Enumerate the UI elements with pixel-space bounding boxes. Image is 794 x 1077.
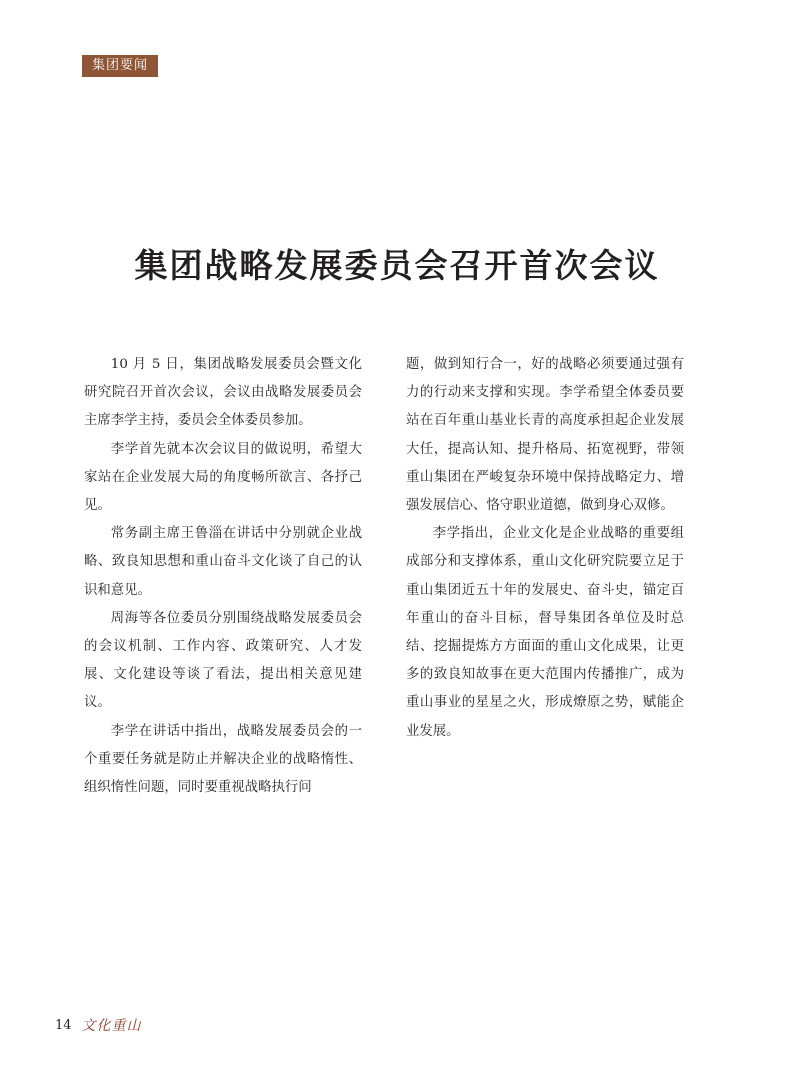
article-title: 集团战略发展委员会召开首次会议: [134, 246, 660, 285]
publication-logo: 文化重山: [81, 1018, 142, 1034]
paragraph: 李学在讲话中指出，战略发展委员会的一个重要任务就是防止并解决企业的战略惰性、组织惰性问题，同时要重视战略执行问: [84, 723, 362, 796]
paragraph: 周海等各位委员分别围绕战略发展委员会的会议机制、工作内容、政策研究、人才发展、文化建设等谈了看法，提出相关意见建议。: [84, 610, 362, 711]
paragraph: 10 月 5 日，集团战略发展委员会暨文化研究院召开首次会议，会议由战略发展委员会主席李学主持，委员会全体委员参加。: [84, 357, 362, 429]
paragraph: 李学指出，企业文化是企业战略的重要组成部分和支撑体系，重山文化研究院要立足于重山集团近五十年的发展史、奋斗史，锚定百年重山的奋斗目标，督导集团各单位及时总结、挖掘提炼方方面面的重山文化成果，让更多的致良知故事在更大范围内传播推广，成为重山事业的星星之火，形成燎原之势，赋能企业发展。: [406, 526, 684, 739]
section-tag: 集团要闻: [82, 55, 158, 77]
paragraph-continued: 题，做到知行合一，好的战略必须要通过强有力的行动来支撑和实现。李学希望全体委员要站在百年重山基业长青的高度承担起企业发展大任，提高认知、提升格局、拓宽视野，带领重山集团在严峻复杂环境中保持战略定力、增强发展信心、恪守职业道德，做到身心双修。: [406, 357, 684, 514]
article-column-right: [406, 351, 684, 746]
page-number: 14: [55, 1017, 72, 1033]
page-footer: [55, 1014, 142, 1036]
paragraph: 李学首先就本次会议目的做说明，希望大家站在企业发展大局的角度畅所欲言、各抒己见。: [84, 441, 362, 514]
article-column-left: [84, 351, 362, 802]
paragraph: 常务副主席王鲁淄在讲话中分别就企业战略、致良知思想和重山奋斗文化谈了自己的认识和意见。: [84, 526, 362, 598]
